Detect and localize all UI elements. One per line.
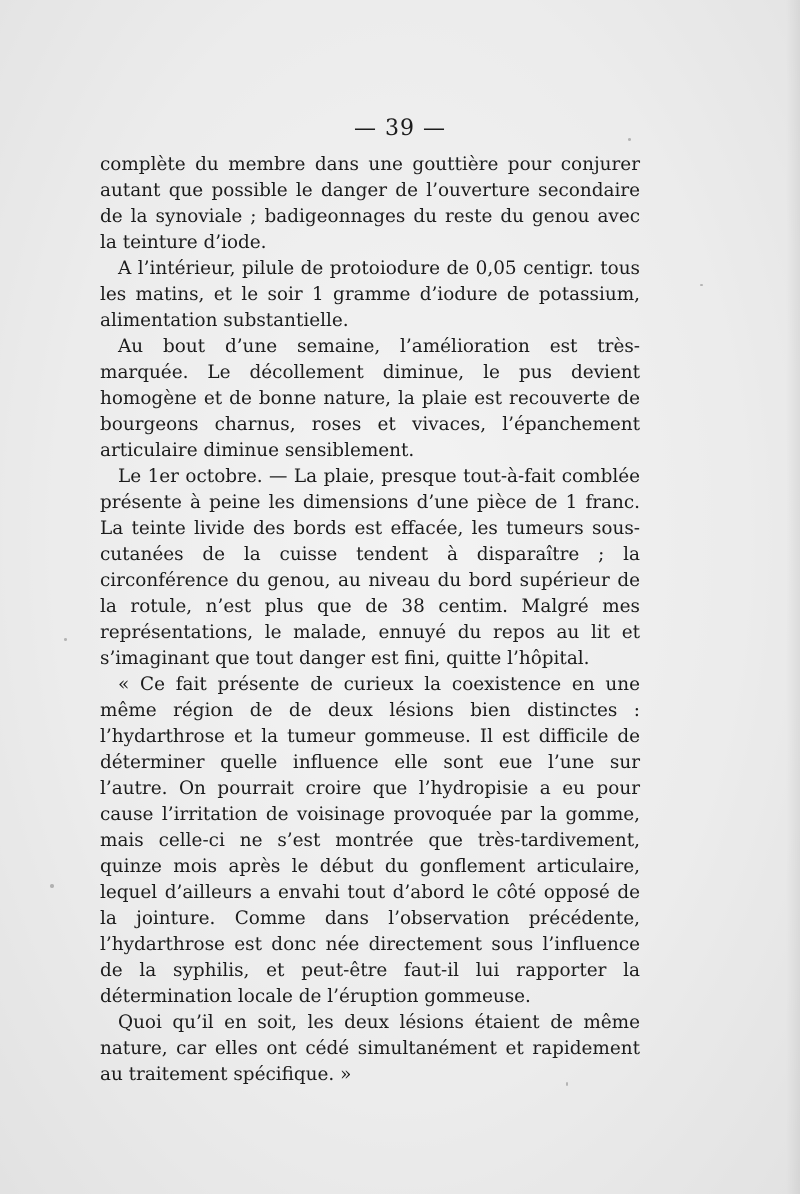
scan-speck bbox=[700, 284, 703, 286]
paragraph-continuation: complète du membre dans une gouttière pour conjurer autant que possible le danger de l’ouverture secondaire de la synoviale ; badigeonnages du reste du genou avec la teinture d’iode. bbox=[100, 154, 640, 253]
paragraph-treatment: A l’intérieur, pilule de protoiodure de 0,05 centigr. tous les matins, et le soir 1 gramme d’iodure de potassium, alimentation substantielle. bbox=[100, 258, 640, 331]
paragraph-commentary: « Ce fait présente de curieux la coexistence en une même région de de deux lésions bien distinctes : l’hydarthrose et la tumeur gommeuse. Il est difficile de déterminer quelle influence elle sont eue l’une sur l’autre. On pourrait croire que l’hydropisie a eu pour cause l’irritation de voisinage provoquée par la gomme, mais celle-ci ne s’est montrée que très-tardivement, quinze mois après le début du gonflement articulaire, lequel d’ailleurs a envahi tout d’abord le côté opposé de la jointure. Comme dans l’observation précédente, l’hydarthrose est donc née directement sous l’influence de la syphilis, et peut-être faut-il lui rapporter la détermination locale de l’éruption gommeuse. bbox=[100, 674, 640, 1007]
page-number: — 39 — bbox=[354, 116, 446, 141]
page-edge-shadow bbox=[786, 0, 800, 1194]
paragraph-conclusion: Quoi qu’il en soit, les deux lésions étaient de même nature, car elles ont cédé simultanément et rapidement au traitement spécifique. » bbox=[100, 1012, 640, 1085]
scan-speck bbox=[566, 1082, 568, 1086]
body-text bbox=[100, 152, 640, 1088]
scan-speck bbox=[50, 884, 54, 888]
paragraph-october: Le 1er octobre. — La plaie, presque tout-à-fait comblée présente à peine les dimensions d’une pièce de 1 franc. La teinte livide des bords est effacée, les tumeurs sous-cutanées de la cuisse tendent à disparaître ; la circonférence du genou, au niveau du bord supérieur de la rotule, n’est plus que de 38 centim. Malgré mes représentations, le malade, ennuyé du repos au lit et s’imaginant que tout danger est fini, quitte l’hôpital. bbox=[100, 466, 640, 669]
paragraph-improvement: Au bout d’une semaine, l’amélioration est très-marquée. Le décollement diminue, le pus devient homogène et de bonne nature, la plaie est recouverte de bourgeons charnus, roses et vivaces, l’épanchement articulaire diminue sensiblement. bbox=[100, 336, 640, 461]
scan-speck bbox=[64, 638, 67, 641]
scan-speck bbox=[628, 138, 631, 141]
